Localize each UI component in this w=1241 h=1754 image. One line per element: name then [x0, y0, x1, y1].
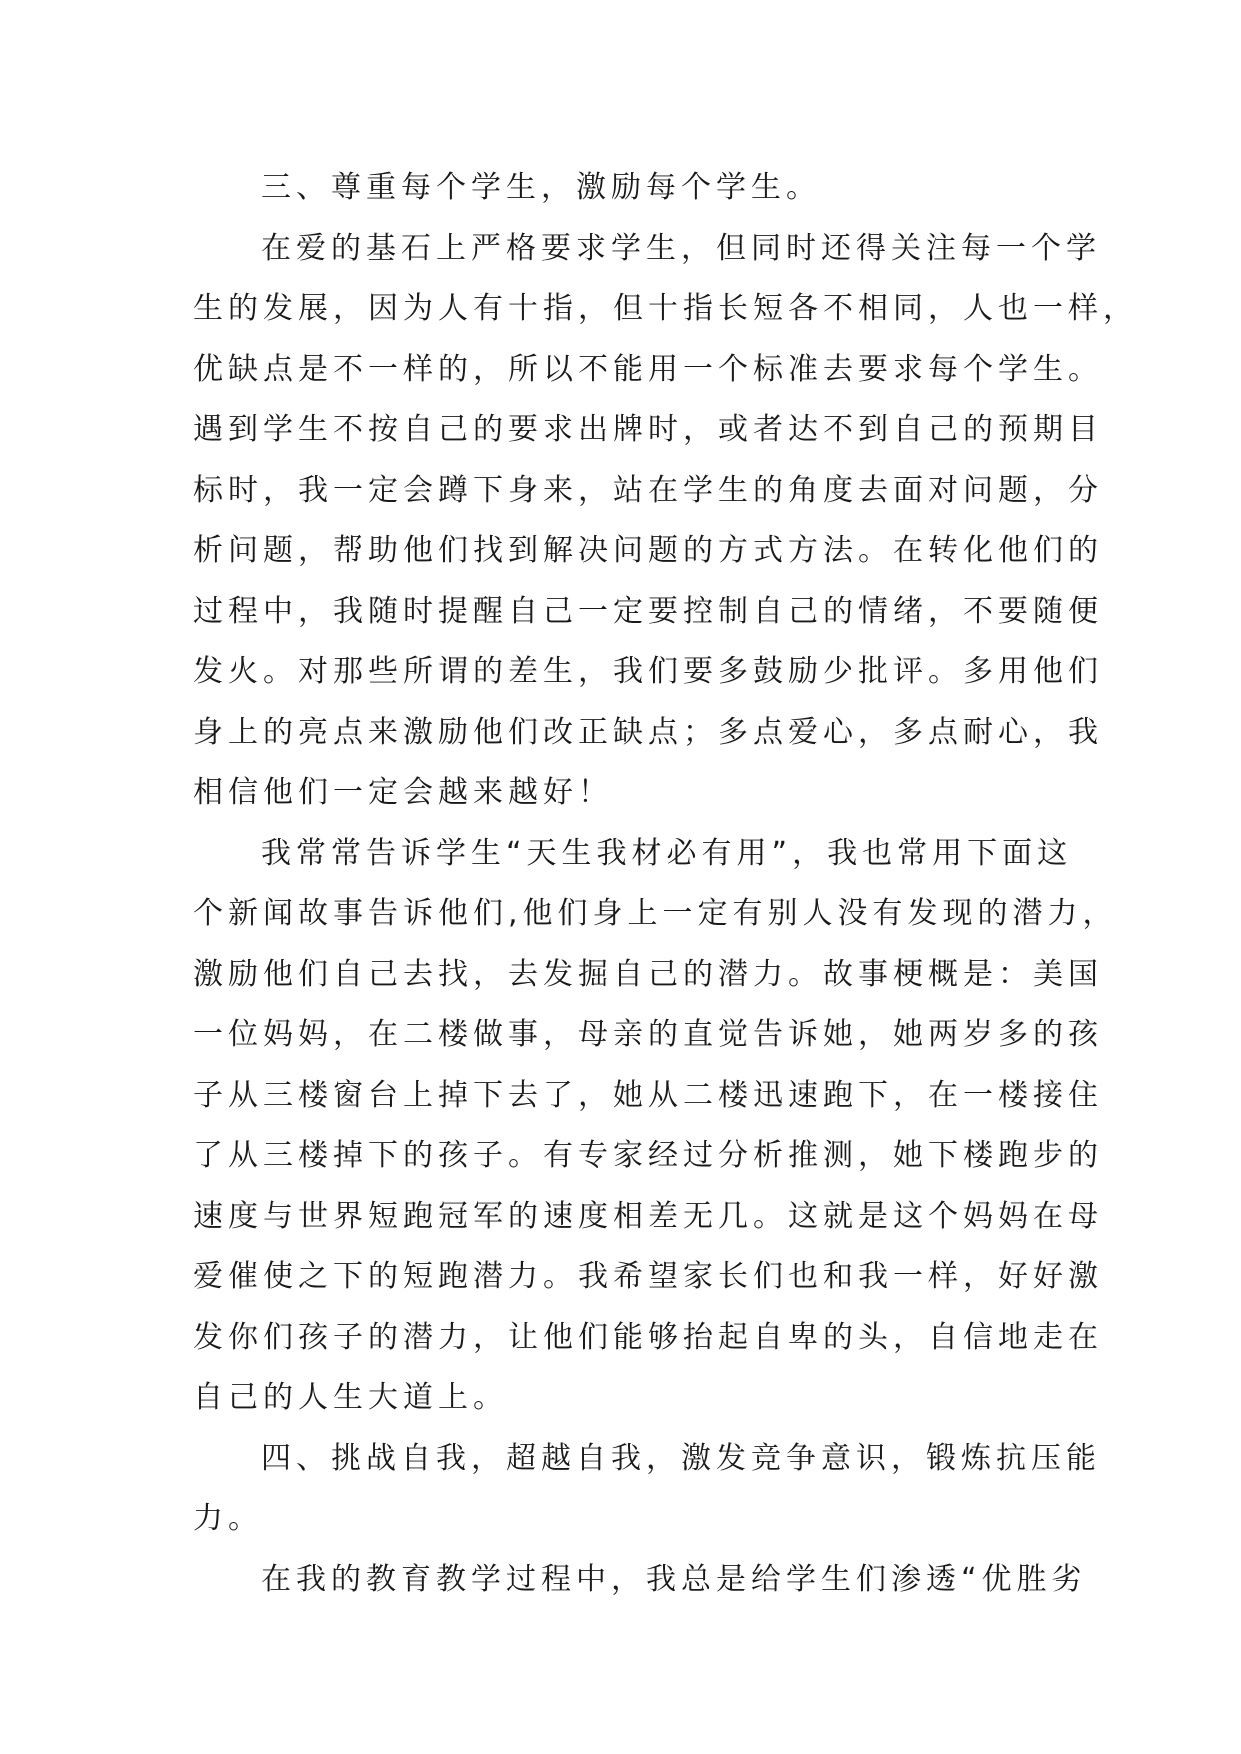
text-line: 遇到学生不按自己的要求出牌时，或者达不到自己的预期目 [193, 412, 1103, 447]
paragraph-section-three-heading [193, 158, 1053, 219]
text-line: 个新闻故事告诉他们,他们身上一定有别人没有发现的潜力， [193, 896, 1118, 931]
text-line: 发火。对那些所谓的差生，我们要多鼓励少批评。多用他们 [193, 654, 1103, 689]
text-line: 四、挑战自我，超越自我，激发竞争意识，锻炼抗压能 [261, 1440, 1101, 1476]
text-line: 相信他们一定会越来越好！ [193, 775, 613, 810]
text-line: 过程中，我随时提醒自己一定要控制自己的情绪，不要随便 [193, 593, 1103, 629]
text-line: 三、尊重每个学生，激励每个学生。 [261, 170, 821, 205]
document-body [193, 158, 1138, 1610]
paragraph-section-four-heading [193, 1429, 1101, 1550]
paragraph-potential-story [193, 824, 1118, 1429]
text-line: 在我的教育教学过程中，我总是给学生们渗透“优胜劣 [261, 1561, 1087, 1597]
text-line: 速度与世界短跑冠军的速度相差无几。这就是这个妈妈在母 [193, 1198, 1103, 1234]
text-line: 了从三楼掉下的孩子。有专家经过分析推测，她下楼跑步的 [193, 1138, 1103, 1173]
text-line: 在爱的基石上严格要求学生，但同时还得关注每一个学 [261, 230, 1101, 266]
paragraph-teaching-process [193, 1550, 1087, 1611]
text-line: 爱催使之下的短跑潜力。我希望家长们也和我一样，好好激 [193, 1259, 1103, 1294]
text-line: 身上的亮点来激励他们改正缺点；多点爱心，多点耐心，我 [193, 714, 1103, 750]
text-line: 力。 [193, 1501, 263, 1536]
text-line: 自己的人生大道上。 [193, 1380, 508, 1415]
text-line: 我常常告诉学生“天生我材必有用”，我也常用下面这 [261, 835, 1073, 871]
text-line: 标时，我一定会蹲下身来，站在学生的角度去面对问题，分 [193, 472, 1103, 508]
text-line: 一位妈妈，在二楼做事，母亲的直觉告诉她，她两岁多的孩 [193, 1017, 1103, 1052]
text-line: 析问题，帮助他们找到解决问题的方式方法。在转化他们的 [193, 533, 1103, 568]
text-line: 生的发展，因为人有十指，但十指长短各不相同，人也一样， [193, 291, 1138, 326]
text-line: 发你们孩子的潜力，让他们能够抬起自卑的头，自信地走在 [193, 1319, 1103, 1355]
text-line: 优缺点是不一样的，所以不能用一个标准去要求每个学生。 [193, 351, 1103, 387]
text-line: 子从三楼窗台上掉下去了，她从二楼迅速跑下，在一楼接住 [193, 1077, 1103, 1113]
text-line: 激励他们自己去找，去发掘自己的潜力。故事梗概是：美国 [193, 956, 1103, 992]
paragraph-respect-students [193, 219, 1138, 824]
